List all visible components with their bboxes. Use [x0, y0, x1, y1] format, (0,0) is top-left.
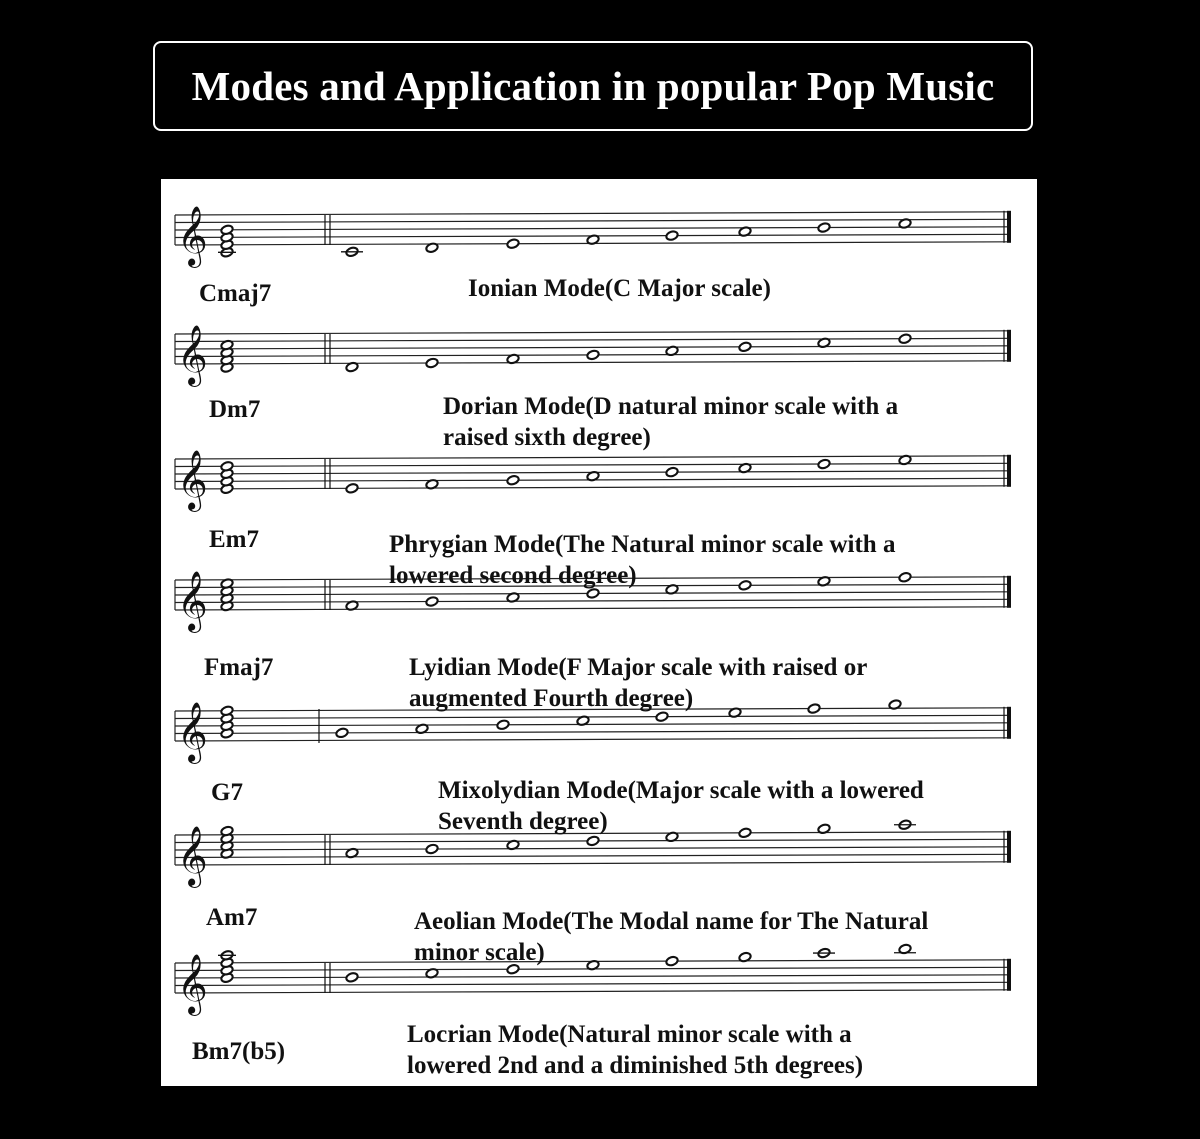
- mode-name-lydian-line2: augmented Fourth degree): [409, 685, 694, 712]
- treble-clef-icon: 𝄞: [177, 450, 208, 510]
- scale-note: [738, 341, 751, 352]
- scale-note: [807, 703, 820, 714]
- staff-row-3: [175, 450, 1011, 512]
- mode-name-aeolian-line1: Aeolian Mode(The Modal name for The Natural: [414, 908, 929, 935]
- scale-note: [506, 238, 519, 249]
- scale-note: [898, 572, 911, 583]
- chord-label-fmaj7: Fmaj7: [204, 654, 274, 681]
- staff-row-2: [175, 325, 1011, 387]
- music-sheet: [161, 179, 1037, 1086]
- treble-clef-icon: 𝄞: [177, 826, 208, 886]
- scale-note: [898, 333, 911, 344]
- title-box: [153, 41, 1033, 131]
- scale-note: [425, 844, 438, 855]
- scale-note: [345, 972, 358, 983]
- chord-label-am7: Am7: [206, 904, 258, 931]
- treble-clef-icon: 𝄞: [177, 206, 208, 266]
- mode-name-phrygian-line2: lowered second degree): [389, 562, 637, 589]
- treble-clef-icon: 𝄞: [177, 702, 208, 762]
- scale-note: [665, 230, 678, 241]
- mode-name-locrian-line2: lowered 2nd and a diminished 5th degrees): [407, 1052, 864, 1079]
- mode-name-lydian-line1: Lyidian Mode(F Major scale with raised or: [409, 654, 868, 681]
- scale-note: [335, 727, 348, 738]
- chord-label-g7: G7: [211, 779, 243, 806]
- staves-canvas: [161, 179, 1037, 1086]
- staff-row-7: [175, 943, 1011, 1016]
- scale-note: [425, 596, 438, 607]
- page-title: Modes and Application in popular Pop Music: [191, 63, 995, 109]
- scale-note: [738, 827, 751, 838]
- scale-note: [738, 580, 751, 591]
- scale-note: [665, 956, 678, 967]
- scale-note: [586, 349, 599, 360]
- scale-note: [817, 222, 830, 233]
- mode-name-aeolian-line2: minor scale): [414, 939, 545, 966]
- scale-note: [817, 459, 830, 470]
- scale-note: [425, 358, 438, 369]
- chord-label-cmaj7: Cmaj7: [199, 280, 272, 307]
- chord-label-bm7b5: Bm7(b5): [192, 1038, 286, 1065]
- scale-note: [345, 483, 358, 494]
- mode-name-mixolydian-line2: Seventh degree): [438, 808, 608, 835]
- mode-name-mixolydian-line1: Mixolydian Mode(Major scale with a lowered: [438, 777, 924, 804]
- mode-name-dorian-line1: Dorian Mode(D natural minor scale with a: [443, 393, 899, 420]
- treble-clef-icon: 𝄞: [177, 571, 208, 631]
- scale-note: [586, 835, 599, 846]
- scale-note: [506, 475, 519, 486]
- scale-note: [496, 719, 509, 730]
- chord-label-em7: Em7: [209, 526, 259, 553]
- mode-name-ionian-line1: Ionian Mode(C Major scale): [468, 275, 771, 302]
- treble-clef-icon: 𝄞: [177, 954, 208, 1014]
- treble-clef-icon: 𝄞: [177, 325, 208, 385]
- mode-name-phrygian-line1: Phrygian Mode(The Natural minor scale with a: [389, 531, 896, 558]
- staff-row-1: [175, 206, 1011, 268]
- mode-name-dorian-line2: raised sixth degree): [443, 424, 651, 451]
- scale-note: [665, 467, 678, 478]
- chord-label-dm7: Dm7: [209, 396, 261, 423]
- mode-name-locrian-line1: Locrian Mode(Natural minor scale with a: [407, 1021, 852, 1048]
